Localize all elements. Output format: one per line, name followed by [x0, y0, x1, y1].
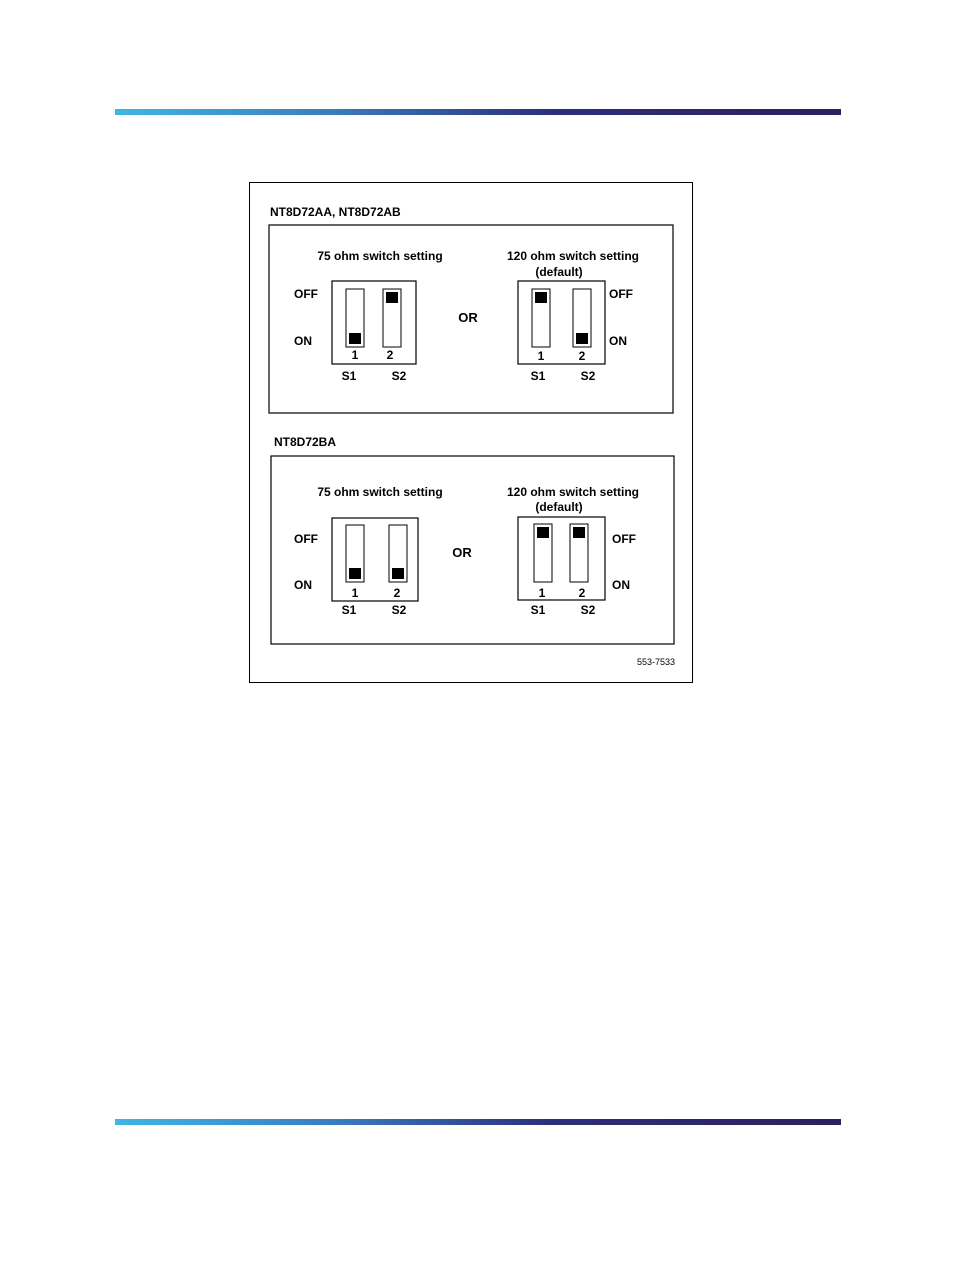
- panel-2-right-switch-1-number: 1: [538, 586, 546, 600]
- panel-1-left-title: 75 ohm switch setting: [317, 249, 443, 263]
- panel-2-left-switch-2-name: S2: [391, 603, 407, 617]
- panel-1-right-switch-1-knob: [535, 292, 547, 303]
- panel-1-left-switch-2-number: 2: [386, 348, 394, 362]
- panel-2-left-switch-1-name: S1: [341, 603, 357, 617]
- panel-2-left-switch-1-number: 1: [351, 586, 359, 600]
- switch-settings-figure: [249, 182, 693, 683]
- panel-2-right-switch-1-knob: [537, 527, 549, 538]
- panel-1-left-switch-1-knob: [349, 333, 361, 344]
- panel-2-model-label: NT8D72BA: [274, 435, 337, 449]
- panel-2-right-switch-1-name: S1: [530, 603, 546, 617]
- panel-1-left-switch-2-knob: [386, 292, 398, 303]
- panel-2-right-off-label: OFF: [612, 532, 636, 546]
- panel-2-or-label: OR: [452, 545, 472, 560]
- panel-2-left-off-label: OFF: [294, 532, 318, 546]
- panel-1-left-dip-housing: [332, 281, 416, 364]
- panel-2-left-switch-2-knob: [392, 568, 404, 579]
- panel-1-right-switch-1-name: S1: [530, 369, 546, 383]
- panel-1-left-on-label: ON: [294, 334, 312, 348]
- panel-1-left-switch-1-name: S1: [341, 369, 357, 383]
- panel-2-right-subtitle: (default): [535, 500, 583, 514]
- panel-2-left-switch-2-number: 2: [393, 586, 401, 600]
- panel-2-right-switch-2-name: S2: [580, 603, 596, 617]
- panel-2-right-switch-2-knob: [573, 527, 585, 538]
- panel-2-right-dip-housing: [518, 517, 605, 600]
- panel-1-right-off-label: OFF: [609, 287, 633, 301]
- panel-1-right-on-label: ON: [609, 334, 627, 348]
- panel-1-or-label: OR: [458, 310, 478, 325]
- panel-1-right-switch-2-name: S2: [580, 369, 596, 383]
- panel-2-left-switch-1-knob: [349, 568, 361, 579]
- panel-1-right-dip-housing: [518, 281, 605, 364]
- panel-2-right-title: 120 ohm switch setting: [506, 485, 640, 499]
- panel-1-right-switch-2-knob: [576, 333, 588, 344]
- switch-diagram: [250, 183, 694, 684]
- panel-1-right-subtitle: (default): [535, 265, 583, 279]
- panel-1-left-switch-1-number: 1: [351, 348, 359, 362]
- panel-1-right-switch-2-number: 2: [578, 349, 586, 363]
- panel-2-right-on-label: ON: [612, 578, 630, 592]
- panel-2-right-switch-2-number: 2: [578, 586, 586, 600]
- panel-1-left-switch-2-name: S2: [391, 369, 407, 383]
- panel-2-left-on-label: ON: [294, 578, 312, 592]
- header-gradient-rule: [115, 109, 841, 115]
- panel-1-model-label: NT8D72AA, NT8D72AB: [270, 205, 401, 219]
- panel-1-right-switch-1-number: 1: [537, 349, 545, 363]
- panel-2-left-title: 75 ohm switch setting: [317, 485, 443, 499]
- footer-gradient-rule: [115, 1119, 841, 1125]
- panel-1-left-off-label: OFF: [294, 287, 318, 301]
- figure-id-label: 553-7533: [636, 657, 675, 667]
- panel-1-right-title: 120 ohm switch setting: [506, 249, 640, 263]
